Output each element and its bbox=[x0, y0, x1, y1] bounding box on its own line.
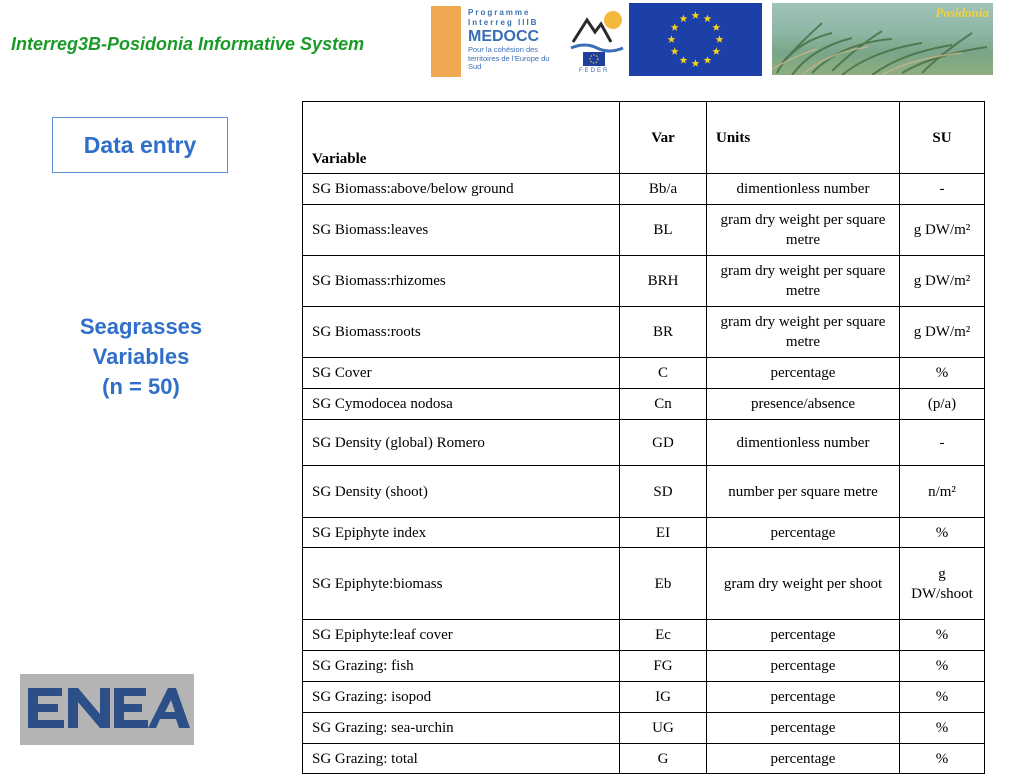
table-row bbox=[303, 466, 985, 518]
section-title bbox=[30, 312, 252, 402]
table-row bbox=[303, 256, 985, 307]
cell-var: BR bbox=[620, 307, 707, 358]
medocc-tagline: Pour la cohésion des territoires de l'Europe du Sud bbox=[468, 45, 550, 71]
cell-units: dimentionless number bbox=[707, 174, 900, 205]
cell-units: presence/absence bbox=[707, 389, 900, 420]
table-row bbox=[303, 651, 985, 682]
cell-su: % bbox=[900, 651, 985, 682]
header-su: SU bbox=[900, 102, 985, 174]
cell-variable: SG Biomass:above/below ground bbox=[303, 174, 620, 205]
table-row bbox=[303, 744, 985, 774]
cell-su: (p/a) bbox=[900, 389, 985, 420]
cell-variable: SG Cover bbox=[303, 358, 620, 389]
medocc-programme-line2: Interreg IIIB bbox=[468, 18, 539, 27]
table-row bbox=[303, 205, 985, 256]
cell-units: percentage bbox=[707, 682, 900, 713]
cell-su: g DW/shoot bbox=[900, 548, 985, 620]
cell-var: IG bbox=[620, 682, 707, 713]
cell-variable: SG Biomass:rhizomes bbox=[303, 256, 620, 307]
table-header-row bbox=[303, 102, 985, 174]
cell-su: % bbox=[900, 358, 985, 389]
system-title: Interreg3B-Posidonia Informative System bbox=[11, 34, 365, 54]
medocc-programme-line1: Programme bbox=[468, 8, 531, 17]
cell-units: percentage bbox=[707, 651, 900, 682]
cell-var: BRH bbox=[620, 256, 707, 307]
cell-variable: SG Grazing: sea-urchin bbox=[303, 713, 620, 744]
cell-var: Bb/a bbox=[620, 174, 707, 205]
cell-su: g DW/m² bbox=[900, 205, 985, 256]
cell-units: percentage bbox=[707, 713, 900, 744]
cell-units: gram dry weight per square metre bbox=[707, 205, 900, 256]
cell-su: % bbox=[900, 744, 985, 774]
cell-units: percentage bbox=[707, 744, 900, 774]
cell-var: GD bbox=[620, 420, 707, 466]
table-row bbox=[303, 420, 985, 466]
cell-var: FG bbox=[620, 651, 707, 682]
cell-units: percentage bbox=[707, 358, 900, 389]
table-row bbox=[303, 548, 985, 620]
seagrass-variables-table bbox=[302, 101, 985, 774]
table-row bbox=[303, 713, 985, 744]
cell-var: Eb bbox=[620, 548, 707, 620]
cell-var: EI bbox=[620, 518, 707, 548]
cell-var: UG bbox=[620, 713, 707, 744]
section-title-line1: Seagrasses bbox=[79, 314, 203, 339]
cell-variable: SG Grazing: fish bbox=[303, 651, 620, 682]
cell-variable: SG Density (shoot) bbox=[303, 466, 620, 518]
cell-su: n/m² bbox=[900, 466, 985, 518]
cell-var: Cn bbox=[620, 389, 707, 420]
data-entry-button[interactable]: Data entry bbox=[52, 117, 228, 173]
medocc-logo bbox=[431, 6, 625, 77]
cell-variable: SG Biomass:roots bbox=[303, 307, 620, 358]
cell-su: - bbox=[900, 174, 985, 205]
medocc-name: MEDOCC bbox=[468, 28, 540, 45]
medocc-programme-text bbox=[468, 8, 538, 28]
cell-units: gram dry weight per square metre bbox=[707, 256, 900, 307]
cell-variable: SG Grazing: isopod bbox=[303, 682, 620, 713]
section-title-line2: Variables bbox=[92, 344, 190, 369]
cell-su: % bbox=[900, 620, 985, 651]
section-title-line3: (n = 50) bbox=[102, 374, 180, 399]
cell-su: % bbox=[900, 713, 985, 744]
table-row bbox=[303, 620, 985, 651]
table-row bbox=[303, 518, 985, 548]
eu-flag-icon bbox=[629, 3, 762, 76]
cell-units: dimentionless number bbox=[707, 420, 900, 466]
table-row bbox=[303, 682, 985, 713]
cell-units: percentage bbox=[707, 620, 900, 651]
cell-units: number per square metre bbox=[707, 466, 900, 518]
cell-variable: SG Epiphyte:leaf cover bbox=[303, 620, 620, 651]
header-units: Units bbox=[707, 102, 900, 174]
cell-su: g DW/m² bbox=[900, 256, 985, 307]
cell-units: gram dry weight per shoot bbox=[707, 548, 900, 620]
medocc-feder: FEDER bbox=[579, 68, 610, 74]
cell-var: C bbox=[620, 358, 707, 389]
cell-units: percentage bbox=[707, 518, 900, 548]
posidonia-label: Posidonia bbox=[935, 5, 989, 20]
table-row bbox=[303, 307, 985, 358]
enea-logo bbox=[20, 674, 194, 745]
cell-su: - bbox=[900, 420, 985, 466]
cell-units: gram dry weight per square metre bbox=[707, 307, 900, 358]
table-row bbox=[303, 174, 985, 205]
cell-variable: SG Density (global) Romero bbox=[303, 420, 620, 466]
header-variable: Variable bbox=[303, 102, 620, 174]
medocc-logo-strip bbox=[431, 6, 461, 77]
cell-var: SD bbox=[620, 466, 707, 518]
cell-variable: SG Grazing: total bbox=[303, 744, 620, 774]
enea-logo-icon bbox=[20, 674, 194, 745]
table-row bbox=[303, 358, 985, 389]
header-var: Var bbox=[620, 102, 707, 174]
cell-var: G bbox=[620, 744, 707, 774]
cell-variable: SG Epiphyte index bbox=[303, 518, 620, 548]
table-row bbox=[303, 389, 985, 420]
medocc-mountain-icon bbox=[569, 8, 625, 68]
cell-var: Ec bbox=[620, 620, 707, 651]
cell-var: BL bbox=[620, 205, 707, 256]
cell-su: g DW/m² bbox=[900, 307, 985, 358]
cell-variable: SG Biomass:leaves bbox=[303, 205, 620, 256]
cell-variable: SG Cymodocea nodosa bbox=[303, 389, 620, 420]
cell-su: % bbox=[900, 682, 985, 713]
cell-su: % bbox=[900, 518, 985, 548]
cell-variable: SG Epiphyte:biomass bbox=[303, 548, 620, 620]
posidonia-meadow-image bbox=[772, 3, 993, 75]
